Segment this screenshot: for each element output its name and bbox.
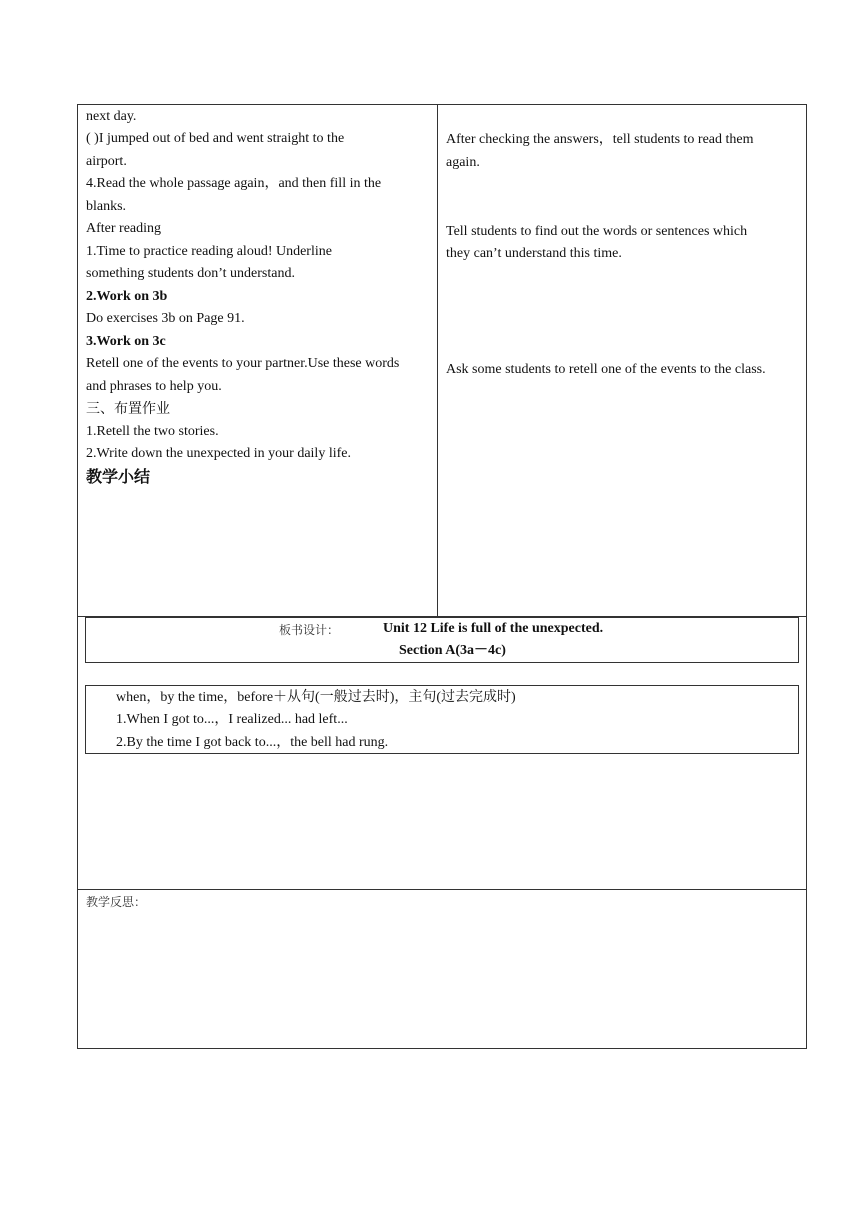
board-design-title: Unit 12 Life is full of the unexpected. (383, 621, 604, 636)
left-line-8: something students don’t understand. (86, 266, 295, 281)
left-line-15: 1.Retell the two stories. (86, 424, 219, 439)
left-line-17: 教学小结 (86, 467, 151, 486)
right-line-2: again. (446, 155, 480, 170)
board-content-line-1: when，by the time，before＋从句(一般过去时)，主句(过去完成时) (116, 690, 516, 705)
left-line-14: 三、布置作业 (86, 401, 170, 417)
left-line-9: 2.Work on 3b (86, 289, 168, 304)
right-line-1: After checking the answers，tell students to read them (446, 132, 754, 147)
left-line-16: 2.Write down the unexpected in your daily life. (86, 446, 351, 461)
board-design-frame-right (806, 616, 807, 890)
reflection-label: 教学反思： (86, 895, 147, 909)
right-line-3: Tell students to find out the words or sentences which (446, 224, 748, 239)
board-content-line-2: 1.When I got to...，I realized... had left... (116, 712, 348, 727)
left-line-2: ( )I jumped out of bed and went straight to the (86, 131, 345, 146)
left-line-10: Do exercises 3b on Page 91. (86, 311, 245, 326)
left-line-3: airport. (86, 154, 127, 169)
left-line-5: blanks. (86, 199, 127, 214)
right-line-4: they can’t understand this time. (446, 246, 622, 261)
left-line-4: 4.Read the whole passage again，and then fill in the (86, 176, 382, 191)
board-design-frame (77, 616, 78, 890)
board-content-line-3: 2.By the time I got back to...，the bell had rung. (116, 735, 389, 750)
right-line-5: Ask some students to retell one of the events to the class. (446, 362, 766, 377)
left-line-1: next day. (86, 109, 137, 124)
left-line-12: Retell one of the events to your partner.Use these words (86, 356, 400, 371)
reflection-box (77, 889, 807, 1049)
left-line-13: and phrases to help you. (86, 379, 222, 394)
left-line-6: After reading (86, 221, 162, 236)
left-line-11: 3.Work on 3c (86, 334, 166, 349)
column-divider (437, 104, 438, 617)
left-line-7: 1.Time to practice reading aloud! Underline (86, 244, 332, 259)
board-design-subtitle: Section A(3a－4c) (399, 643, 506, 658)
board-design-label: 板书设计： (279, 623, 340, 637)
